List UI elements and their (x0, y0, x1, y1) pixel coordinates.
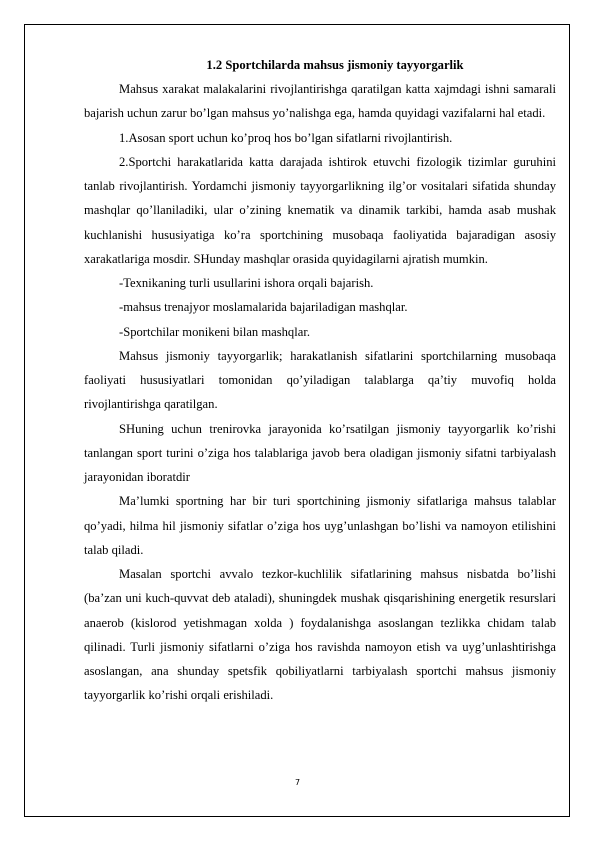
paragraph-example: Masalan sportchi avvalo tezkor-kuchlilik sifatlarining mahsus nisbatda bo’lishi (ba’zan uni kuch-quvvat deb ataladi), shuningdek mushak qisqarishining energetik resurslari anaerob (kislorod yetishmagan xolda ) foydalanishga asoslangan tezlikka chidam talab qilinadi. Turli jismoniy sifatlarni o’ziga hos ravishda namoyon etish va uyg’unlashtirishga asoslangan, ana shunday spetsfik qobiliyatlarni tarbiyalash sportchi mahsus jismoniy tayyorgarlik ko’rishi orqali erishiladi. (84, 567, 556, 703)
paragraph-training-process: SHuning uchun trenirovka jarayonida ko’rsatilgan jismoniy tayyorgarlik ko’rishi tanlangan sport turini o’ziga hos talablariga javob bera oladigan jismoniy sifatni tarbiyalash jarayonidan iboratdir (84, 421, 556, 484)
list-item-partner: -Sportchilar monikeni bilan mashqlar. (119, 324, 310, 339)
list-item-technique: -Texnikaning turli usullarini ishora orqali bajarish. (119, 276, 374, 290)
paragraph-intro: Mahsus xarakat malakalarini rivojlantirishga qaratilgan katta xajmdagi ishni samarali bajarish uchun zarur bo’lgan mahsus yo’nalishga ega, hamda quyidagi vazifalarni hal etadi. (84, 82, 556, 121)
paragraph-task-2: 2.Sportchi harakatlarida katta darajada ishtirok etuvchi fizologik tizimlar guruhini tanlab rivojlantirish. Yordamchi jismoniy tayyorgarlikning ilg’or vositalari sifatida shunday mashqlar qo’llaniladiki, ular o’zining knematik va dinamik tarkibi, hamda asab mushak kuchlanishi hususiyatiga ko’ra sportchining musobaqa faoliyatida bajaradigan asosiy xarakatlariga mosdir. SHunday mashqlar orasida quyidagilarni ajratish mumkin. (84, 154, 556, 266)
document-body (84, 53, 556, 708)
paragraph-definition: Mahsus jismoniy tayyorgarlik; harakatlanish sifatlarini sportchilarning musobaqa faoliyati hususiyatlari tomonidan qo’yiladigan talablarga qa’tiy muvofiq holda rivojlantirishga qaratilgan. (84, 348, 556, 412)
section-title: 1.2 Sportchilarda mahsus jismoniy tayyorgarlik (206, 58, 464, 72)
paragraph-task-1: 1.Asosan sport uchun ko’proq hos bo’lgan sifatlarni rivojlantirish. (119, 130, 453, 145)
list-item-trainer: -mahsus trenajyor moslamalarida bajariladigan mashqlar. (119, 300, 408, 315)
page-number: 7 (294, 778, 301, 787)
paragraph-requirements: Ma’lumki sportning har bir turi sportchining jismoniy sifatlariga mahsus talablar qo’yadi, hilma hil jismoniy sifatlar o’ziga hos uyg’unlashgan bo’lishi va namoyon etilishini talab qiladi. (84, 494, 556, 557)
